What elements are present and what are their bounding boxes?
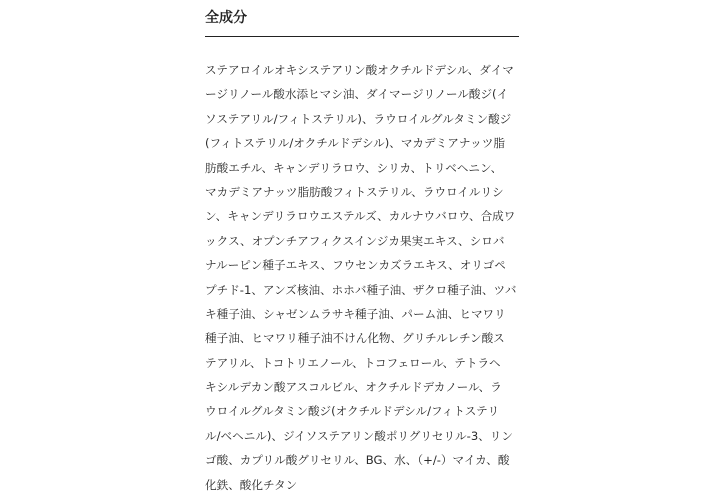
ingredient-line: ソステアリル/フィトステリル)、ラウロイルグルタミン酸ジ bbox=[205, 111, 512, 126]
ingredient-line: マカデミアナッツ脂肪酸フィトステリル、ラウロイルリシ bbox=[205, 184, 504, 199]
title-divider bbox=[205, 36, 519, 37]
ingredient-line: 種子油、ヒマワリ種子油不けん化物、グリチルレチン酸ス bbox=[205, 331, 505, 346]
ingredient-line: 化鉄、酸化チタン bbox=[205, 477, 298, 492]
ingredient-line: ックス、オプンチアフィクスインジカ果実エキス、シロバ bbox=[205, 233, 505, 248]
ingredient-line: ナルーピン種子エキス、フウセンカズラエキス、オリゴペ bbox=[205, 258, 506, 273]
ingredient-line: ステアロイルオキシステアリン酸オクチルドデシル、ダイマ bbox=[205, 63, 514, 77]
ingredient-line: キ種子油、シャゼンムラサキ種子油、パーム油、ヒマワリ bbox=[205, 306, 506, 321]
section-title: 全成分 bbox=[205, 10, 247, 26]
ingredient-line: ージリノール酸水添ヒマシ油、ダイマージリノール酸ジ(イ bbox=[205, 87, 509, 102]
ingredient-line: (フィトステリル/オクチルドデシル)、マカデミアナッツ脂 bbox=[205, 136, 505, 151]
ingredient-line: ウロイルグルタミン酸ジ(オクチルドデシル/フィトステリ bbox=[205, 404, 500, 419]
ingredient-line: ル/ベヘニル)、ジイソステアリン酸ポリグリセリル-3、リン bbox=[205, 428, 513, 443]
ingredient-line: テアリル、トコトリエノール、トコフェロール、テトラヘ bbox=[205, 355, 501, 370]
ingredient-line: ゴ酸、カプリル酸グリセリル、BG、水、（+/-）マイカ、酸 bbox=[205, 453, 510, 468]
ingredient-line: プチド-1、アンズ核油、ホホバ種子油、ザクロ種子油、ツバ bbox=[205, 282, 517, 297]
ingredient-list bbox=[205, 58, 521, 497]
ingredient-line: 肪酸エチル、キャンデリラロウ、シリカ、トリベヘニン、 bbox=[205, 160, 503, 175]
ingredient-line: キシルデカン酸アスコルビル、オクチルドデカノール、ラ bbox=[205, 380, 502, 395]
ingredient-line: ン、キャンデリラロウエステルズ、カルナウバロウ、合成ワ bbox=[205, 209, 516, 224]
